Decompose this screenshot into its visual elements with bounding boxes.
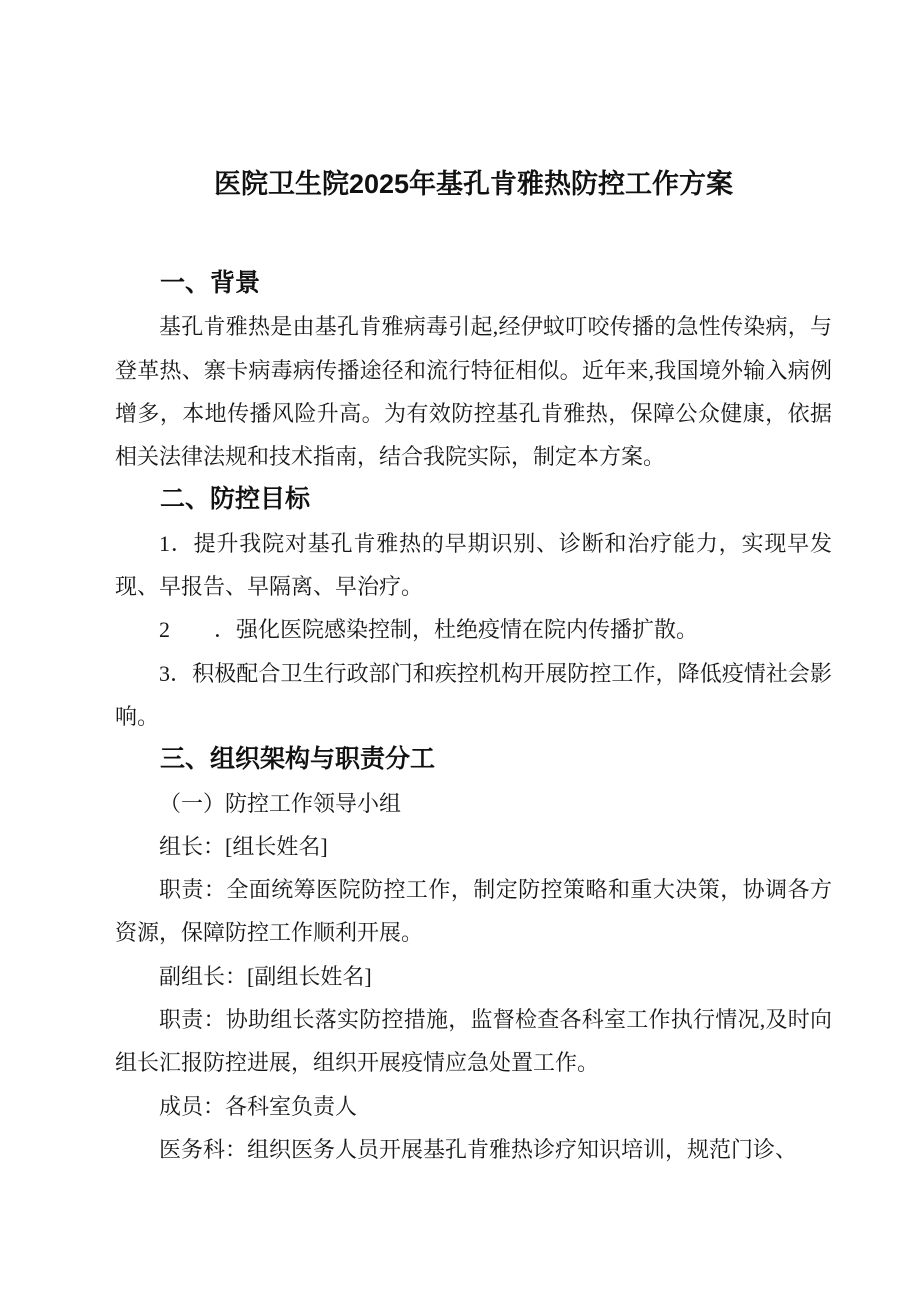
document-body xyxy=(115,160,832,1171)
paragraph-group-leader: 组长：[组长姓名] xyxy=(159,833,328,859)
paragraph-medical-affairs: 医务科：组织医务人员开展基孔肯雅热诊疗知识培训，规范门诊、 xyxy=(159,1136,798,1162)
paragraph-leader-duty: 职责：全面统筹医院防控工作，制定防控策略和重大决策，协调各方资源，保障防控工作顺利开展。 xyxy=(115,877,832,946)
paragraph-goal-3: 3．积极配合卫生行政部门和疾控机构开展防控工作，降低疫情社会影响。 xyxy=(115,660,832,729)
paragraph-background: 基孔肯雅热是由基孔肯雅病毒引起,经伊蚊叮咬传播的急性传染病，与登革热、寨卡病毒病传播途径和流行特征相似。近年来,我国境外输入病例增多，本地传播风险升高。为有效防控基孔肯雅热，保障公众健康，依据相关法律法规和技术指南，结合我院实际，制定本方案。 xyxy=(115,314,832,470)
section-heading-background: 一、背景 xyxy=(160,269,261,297)
subheading-leading-group: （一）防控工作领导小组 xyxy=(159,790,402,816)
paragraph-members: 成员：各科室负责人 xyxy=(159,1093,358,1119)
section-heading-goals: 二、防控目标 xyxy=(160,485,311,514)
paragraph-deputy-leader: 副组长：[副组长姓名] xyxy=(159,963,372,989)
section-heading-organization: 三、组织架构与职责分工 xyxy=(160,745,436,774)
paragraph-goal-1: 1．提升我院对基孔肯雅热的早期识别、诊断和治疗能力，实现早发现、早报告、早隔离、早治疗。 xyxy=(115,530,832,600)
paragraph-goal-2: 2 ．强化医院感染控制，杜绝疫情在院内传播扩散。 xyxy=(159,617,699,643)
document-title: 医院卫生院2025年基孔肯雅热防控工作方案 xyxy=(213,169,734,199)
paragraph-deputy-duty: 职责：协助组长落实防控措施，监督检查各科室工作执行情况,及时向组长汇报防控进展，组织开展疫情应急处置工作。 xyxy=(115,1007,832,1076)
